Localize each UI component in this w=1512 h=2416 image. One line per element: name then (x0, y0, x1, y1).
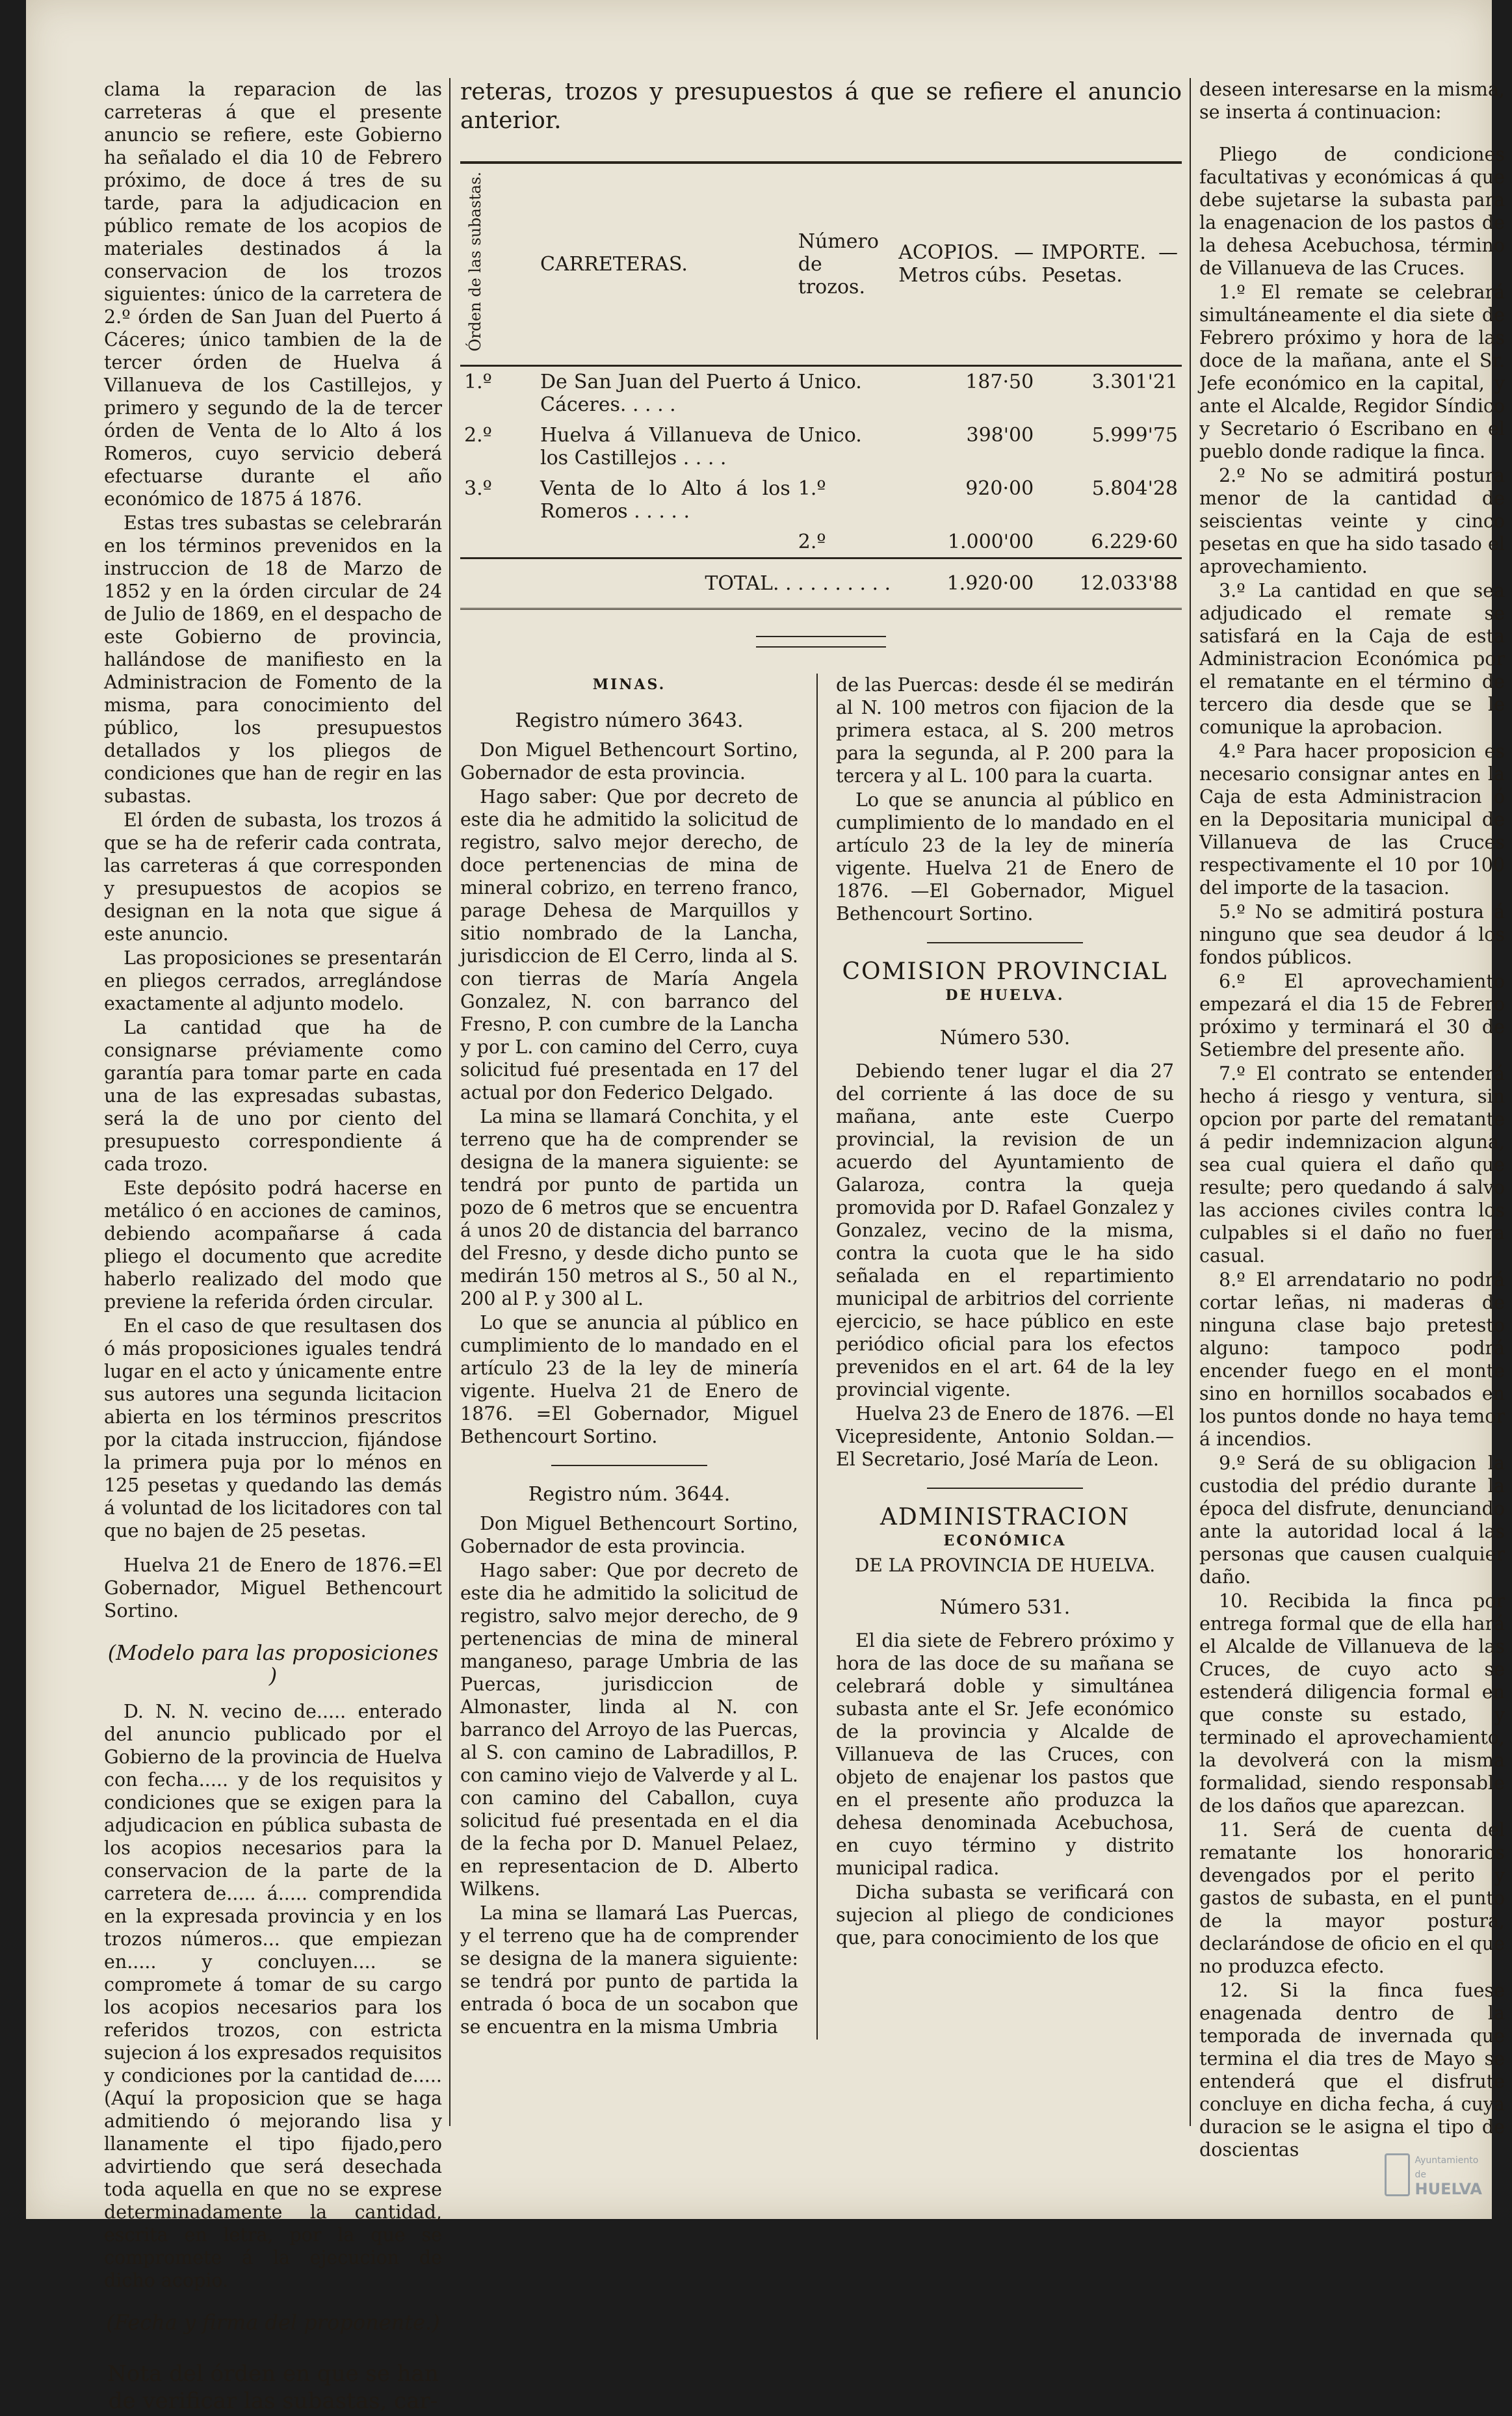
table-row: 2.º Huelva á Villanueva de los Castillejos . . . . Unico. 398'00 5.999'75 (464, 423, 1178, 469)
short-rule (551, 1465, 707, 1466)
model-text: D. N. N. vecino de..... enterado del anuncio publicado por el Gobierno de la provincia de Huelva con fecha..... y de los requisitos y condiciones que se exigen para la adjudicacion en pública subasta de los acopios necesarios para la conservacion de la parte de la carretera de..... á..... comprendida en la expresada provincia y en los trozos números... que empiezan en..... y concluyen.... se compromete á tomar de su cargo los acopios necesarios para los referidos trozos, con estricta sujecion á los expresados requisitos y condiciones por la cantidad de..... (Aquí la proposicion que se haga admitiendo ó mejorando lisa y llanamente el tipo fijado,pero advirtiendo que será desechada toda aquella en que no se exprese determinadamente la cantidad, escrita en letra, por la que se compromete á la ejecucion de dicho acopio. (104, 1701, 442, 2291)
header-acopios: ACOPIOS. — Metros cúbs. (894, 163, 1037, 365)
header-carreteras: CARRETERAS. (536, 163, 794, 365)
comision-subtitle: DE HUELVA. (945, 986, 1065, 1004)
paragraph: Dicha subasta se verificará con sujecion al pliego de condiciones que, para conocimiento de los que (836, 1881, 1174, 1949)
paragraph: Las proposiciones se presentarán en pliegos cerrados, arreglándose exactamente al adjunto modelo. (104, 947, 442, 1014)
paragraph: deseen interesarse en la misma, se inserta á continuacion: (1199, 79, 1505, 123)
condition: 10. Recibida la finca por entrega formal que de ella hará el Alcalde de Villanueva de las Cruces, de cuyo acto se estenderá diligencia formal en que conste su estado, y terminado el aprovechamiento, la devolverá con la misma formalidad, siendo responsable de los daños que aparezcan. (1199, 1590, 1505, 1817)
paragraph: En el caso de que resultasen dos ó más proposiciones iguales tendrá lugar en el acto y únicamente entre sus autores una segunda licitacion abierta en los términos prescritos por la citada instruccion, fijándose la primera puja por lo ménos en 125 pesetas y quedando las demás á voluntad de los licitadores con tal que no bajen de 25 pesetas. (104, 1315, 442, 1542)
condition: 5.º No se admitirá postura á ninguno que sea deudor á los fondos públicos. (1199, 901, 1505, 968)
paragraph: Don Miguel Bethencourt Sortino, Gobernador de esta provincia. (460, 1512, 798, 1557)
column-rule (449, 78, 450, 2126)
comision-number: Número 530. (939, 1026, 1071, 1049)
condition: 7.º El contrato se entenderá hecho á riesgo y ventura, sin opcion por parte del rematante á pedir indemnizacion alguna, sea cual quiera el daño que resulte; pero quedando á salvo las acciones civiles contra los culpables si el daño no fuera casual. (1199, 1063, 1505, 1267)
shield-icon (1385, 2153, 1410, 2196)
table-total-row: TOTAL. . . . . . . . . . 1.920·00 12.033'88 (460, 558, 1182, 609)
subastas-table (460, 161, 1182, 610)
paragraph: Huelva 23 de Enero de 1876. —El Vicepresidente, Antonio Soldan.—El Secretario, José María de Leon. (836, 1402, 1174, 1470)
condition: 9.º Será de su obligacion la custodia del prédio durante la época del disfrute, denunciando ante la autoridad local á las personas que causen cualquier daño. (1199, 1452, 1505, 1588)
table-row: 2.º 1.000'00 6.229·60 (798, 530, 1178, 553)
admin-subtitle: ECONÓMICA (943, 1532, 1067, 1549)
paragraph: Estas tres subastas se celebrarán en los términos prevenidos en la instruccion de 18 de Marzo de 1852 y en la órden circular de 24 de Julio de 1869, en el despacho de este Gobierno de provincia, hallándose de manifiesto en la Administracion de Fomento de la misma, para conocimiento del público, los presupuestos detallados y los pliegos de condiciones que han de regir en las subastas. (104, 512, 442, 807)
paragraph: La mina se llamará Conchita, y el terreno que ha de comprender se designa de la manera siguiente: se tendrá por punto de partida un pozo de 6 metros que se encuentra á unos 20 de distancia del barranco del Fresno, y desde dicho punto se medirán 150 metros al S., 50 al N., 200 al P. y 300 al L. (460, 1105, 798, 1309)
minas-column (460, 674, 798, 2040)
condition: 1.º El remate se celebrará simultáneamente el dia siete de Febrero próximo y hora de las doce de la mañana, ante el Sr. Jefe económico en la capital, y ante el Alcalde, Regidor Síndico y Secretario ó Escribano en el pueblo donde radique la finca. (1199, 282, 1505, 462)
header-importe: IMPORTE. — Pesetas. (1037, 163, 1182, 365)
nota-heading: Nota del órden en que se han de verificar las subastas, car- (107, 2361, 439, 2414)
paragraph: El dia siete de Febrero próximo y hora de las doce de su mañana se celebrará doble y simultánea subasta ante el Sr. Jefe económico de la provincia y Alcalde de Villanueva de las Cruces, con objeto de enajenar los pastos que en el presente año produzca la dehesa denominada Acebuchosa, en cuyo término y distrito municipal radica. (836, 1629, 1174, 1879)
notices-column (836, 674, 1174, 1950)
paragraph: Hago saber: Que por decreto de este dia he admitido la solicitud de registro, salvo mejor derecho, de 9 pertenencias de mina de mineral manganeso, parage Umbria de las Puercas, jurisdiccion de Almonaster, linda al N. con barranco del Arroyo de las Puercas, al S. con camino de Labradillos, P. con camino viejo de Valverde y al L. con camino del Caballon, cuya solicitud fué presentada en el dia de la fecha por D. Manuel Pelaez, en representacion de D. Alberto Wilkens. (460, 1559, 798, 1900)
column-rule (816, 674, 818, 2040)
table-row: 3.º Venta de lo Alto á los Romeros . . . . . 1.º 920·00 5.804'28 (464, 477, 1178, 523)
pliego-title: Pliego de condiciones facultativas y económicas á que debe sujetarse la subasta para la enagenacion de los pastos de la dehesa Acebuchosa, término de Villanueva de las Cruces. (1199, 144, 1505, 279)
condition: 6.º El aprovechamiento empezará el dia 15 de Febrero próximo y terminará el 30 de Setiembre del presente año. (1199, 971, 1505, 1060)
short-rule (927, 942, 1083, 943)
section-minas: MINAS. (592, 676, 666, 693)
paragraph: Lo que se anuncia al público en cumplimiento de lo mandado en el artículo 23 de la ley de minería vigente. Huelva 21 de Enero de 1876. =El Gobernador, Miguel Bethencourt Sortino. (460, 1311, 798, 1447)
paragraph: Debiendo tener lugar el dia 27 del corriente á las doce de su mañana, ante este Cuerpo provincial, la revision de un acuerdo del Ayuntamiento de Galaroza, contra la queja promovida por D. Rafael Gonzalez y Gonzalez, vecino de la misma, contra la cuota que le ha sido señalada en el repartimiento municipal de arbitrios del corriente ejercicio, se hace público en este periódico oficial para los efectos prevenidos en el art. 64 de la ley provincial vigente. (836, 1060, 1174, 1400)
paragraph: Lo que se anuncia al público en cumplimiento de lo mandado en el artículo 23 de la ley de minería vigente. Huelva 21 de Enero de 1876. —El Gobernador, Miguel Bethencourt Sortino. (836, 789, 1174, 925)
admin-title: ADMINISTRACION (880, 1503, 1130, 1530)
paragraph: clama la reparacion de las carreteras á que el presente anuncio se refiere, este Gobierno ha señalado el dia 10 de Febrero próximo, de doce á tres de su tarde, para la adjudicacion en público remate de los acopios de materiales destinados á la conservacion de los trozos siguientes: único de la carretera de 2.º órden de San Juan del Puerto á Cáceres; único tambien de la de tercer órden de Huelva á Villanueva de los Castillejos, y primero y segundo de la de tercer órden de Venta de lo Alto á los Romeros, cuyo servicio deberá efectuarse durante el año económico de 1875 á 1876. (104, 79, 442, 510)
newspaper-page (26, 0, 1505, 2414)
paragraph: La mina se llamará Las Puercas, y el terreno que ha de comprender se designa de la manera siguiente: se tendrá por punto de partida la entrada ó boca de un socabon que se encuentra en la misma Umbria (460, 1902, 798, 2038)
condition: 11. Será de cuenta del rematante los honorarios devengados por el perito y gastos de subasta, en el punto de la mayor postura, declarándose de oficio en el que no produzca efecto. (1199, 1819, 1505, 1977)
paragraph: Hago saber: Que por decreto de este dia he admitido la solicitud de registro, salvo mejor derecho, de doce pertenencias de mina de mineral cobrizo, en terreno franco, parage Dehesa de Marquillos y sitio nombrado de la Lancha, jurisdiccion de El Cerro, linda al S. con tierras de María Angela Gonzalez, N. con barranco del Fresno, P. con cumbre de la Lancha y por L. con camino del Cerro, cuya solicitud fué presentada en 17 del actual por don Federico Delgado. (460, 785, 798, 1103)
header-orden: Órden de las subastas. (460, 163, 536, 365)
admin-number: Número 531. (939, 1595, 1071, 1619)
condition: 8.º El arrendatario no podrá cortar leñas, ni maderas de ninguna clase bajo pretesto alguno: tampoco podrá encender fuego en el monte sino en hornillos socabados en los puntos donde no haya temor á incendios. (1199, 1269, 1505, 1450)
paragraph: Don Miguel Bethencourt Sortino, Gobernador de esta provincia. (460, 739, 798, 783)
condition: 4.º Para hacer proposicion es necesario consignar antes en la Caja de esta Administracion ó en la Depositaria municipal de Villanueva de las Cruces respectivamente el 10 por 100 del importe de la tasacion. (1199, 741, 1505, 899)
paragraph: de las Puercas: desde él se medirán al N. 100 metros con fijacion de la primera estaca, al S. 200 metros para la segunda, al P. 200 para la tercera y al L. 100 para la cuarta. (836, 674, 1174, 787)
column-center (460, 78, 1182, 2040)
paragraph-signature: Huelva 21 de Enero de 1876.=El Gobernador, Miguel Bethencourt Sortino. (104, 1555, 442, 1622)
header-trozos: Número de trozos. (794, 163, 894, 365)
column-left (104, 78, 442, 2416)
short-rule (927, 1488, 1083, 1489)
condition: 12. Si la finca fuese enagenada dentro de la temporada de invernada que termina el dia tres de Mayo se entenderá que el disfrute concluye en dicha fecha, á cuya duracion se le asigna el tipo de doscientas (1199, 1980, 1505, 2160)
paragraph: La cantidad que ha de consignarse préviamente como garantía para tomar parte en cada una de las expresadas subastas, será la de uno por ciento del presupuesto correspondiente á cada trozo. (104, 1017, 442, 1175)
condition: 2.º No se admitirá postura menor de la cantidad de seiscientas veinte y cinco pesetas en que ha sido tasado el aprovechamiento. (1199, 465, 1505, 577)
admin-province: DE LA PROVINCIA DE HUELVA. (854, 1554, 1156, 1576)
proponent-signature-line: (Fecha y firma del proponente.) (106, 2310, 440, 2335)
registro-3643-title: Registro número 3643. (515, 709, 744, 732)
column-rule (1190, 78, 1191, 2126)
registro-3644-title: Registro núm. 3644. (528, 1482, 731, 1506)
model-title: (Modelo para las proposiciones ) (107, 1640, 439, 1688)
ayuntamiento-seal (1385, 2146, 1482, 2204)
paragraph: El órden de subasta, los trozos á que se ha de referir cada contrata, las carreteras á que corresponden y presupuestos de acopios se designan en la nota que sigue á este anuncio. (104, 809, 442, 945)
seal-line-1: Ayuntamiento de (1414, 2155, 1479, 2180)
ornamental-divider (756, 636, 886, 648)
paragraph: Este depósito podrá hacerse en metálico ó en acciones de caminos, debiendo acompañarse á cada pliego el documento que acredite haberlo realizado del modo que previene la referida órden circular. (104, 1177, 442, 1313)
column-right (1199, 78, 1505, 2162)
table-row: 1.º De San Juan del Puerto á Cáceres. . . . . Unico. 187·50 3.301'21 (464, 370, 1178, 416)
intro-text: reteras, trozos y presupuestos á que se refiere el anuncio anterior. (460, 79, 1182, 134)
seal-line-2: HUELVA (1414, 2180, 1482, 2198)
two-column-block (460, 674, 1182, 2040)
comision-title: COMISION PROVINCIAL (842, 958, 1168, 985)
condition: 3.º La cantidad en que sea adjudicado el remate se satisfará en la Caja de esta Administracion Económica por el rematante en el término de tercero dia desde que se le comunique la aprobacion. (1199, 580, 1505, 738)
